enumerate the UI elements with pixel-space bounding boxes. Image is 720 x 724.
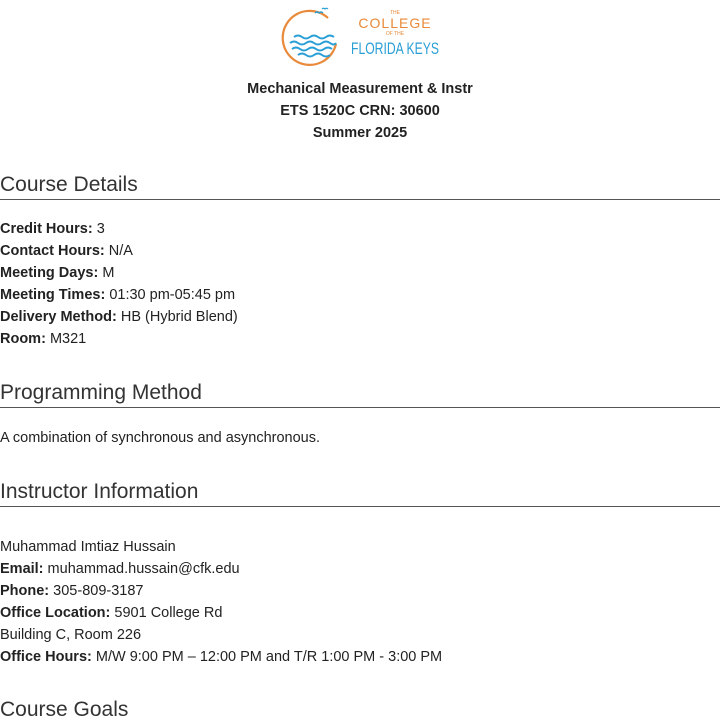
logo-line3: OF THE [385,31,405,37]
contact-hours-row [0,240,238,262]
credit-hours-label: Credit Hours: [0,221,93,237]
meeting-times-row [0,284,238,306]
office-location-label: Office Location: [0,605,111,621]
office-location-line1: 5901 College Rd [114,605,223,621]
meeting-times-label: Meeting Times: [0,287,106,303]
meeting-times-value: 01:30 pm-05:45 pm [109,287,236,303]
room-value: M321 [49,331,87,347]
heading-instructor-information: Instructor Information [0,479,720,507]
logo-line4: FLORIDA KEYS [351,39,439,58]
instructor-info-list [0,536,442,668]
course-code: ETS 1520C CRN: 30600 [280,103,440,119]
course-term: Summer 2025 [312,125,408,141]
heading-course-details: Course Details [0,172,720,200]
logo-line1: THE [390,10,400,16]
email-row [0,558,442,580]
course-details-list [0,218,238,350]
delivery-method-row [0,306,238,328]
phone-row [0,580,442,602]
credit-hours-row [0,218,238,240]
delivery-method-label: Delivery Method: [0,309,117,325]
delivery-method-value: HB (Hybrid Blend) [120,309,238,325]
college-logo [282,4,442,62]
email-value[interactable]: muhammad.hussain@cfk.edu [47,561,240,577]
meeting-days-value: M [102,265,115,281]
room-row [0,328,238,350]
course-title: Mechanical Measurement & Instr [247,81,473,97]
office-hours-value: M/W 9:00 PM – 12:00 PM and T/R 1:00 PM - 3:00 PM [95,649,443,665]
logo-line2: COLLEGE [358,15,432,31]
course-header [0,78,720,144]
office-location-row [0,602,442,624]
office-hours-row [0,646,442,668]
phone-value: 305-809-3187 [53,583,144,599]
programming-method-text: A combination of synchronous and asynchronous. [0,430,321,446]
meeting-days-label: Meeting Days: [0,265,99,281]
room-label: Room: [0,331,46,347]
office-hours-label: Office Hours: [0,649,92,665]
contact-hours-label: Contact Hours: [0,243,105,259]
contact-hours-value: N/A [108,243,133,259]
heading-course-goals: Course Goals [0,698,129,721]
phone-label: Phone: [0,583,50,599]
credit-hours-value: 3 [96,221,105,237]
email-label: Email: [0,561,44,577]
instructor-name: Muhammad Imtiaz Hussain [0,539,176,555]
office-location-line2: Building C, Room 226 [0,627,142,643]
meeting-days-row [0,262,238,284]
heading-programming-method: Programming Method [0,380,720,408]
